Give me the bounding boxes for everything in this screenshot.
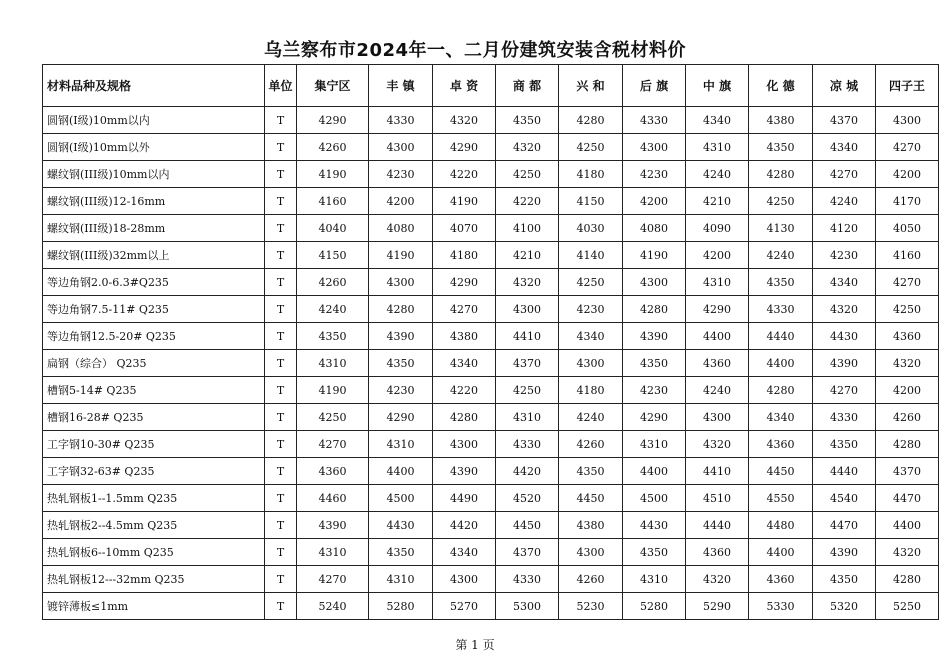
table-row bbox=[43, 539, 939, 566]
price-cell: 4280 bbox=[433, 404, 496, 431]
column-header: 中 旗 bbox=[686, 65, 749, 107]
price-cell: 4320 bbox=[813, 296, 876, 323]
price-cell: 4390 bbox=[297, 512, 369, 539]
price-cell: 4410 bbox=[686, 458, 749, 485]
price-cell: 4380 bbox=[433, 323, 496, 350]
price-cell: 4370 bbox=[813, 107, 876, 134]
price-cell: 4350 bbox=[369, 350, 433, 377]
price-cell: 4350 bbox=[496, 107, 559, 134]
material-name-cell: 扁钢（综合） Q235 bbox=[43, 350, 265, 377]
price-cell: 4320 bbox=[876, 539, 939, 566]
table-row bbox=[43, 512, 939, 539]
price-cell: 5280 bbox=[623, 593, 686, 620]
price-cell: 4300 bbox=[876, 107, 939, 134]
price-cell: 4160 bbox=[876, 242, 939, 269]
price-cell: 4360 bbox=[749, 566, 813, 593]
price-cell: 4520 bbox=[496, 485, 559, 512]
price-cell: 4470 bbox=[876, 485, 939, 512]
price-cell: 4220 bbox=[433, 377, 496, 404]
price-cell: 4390 bbox=[369, 323, 433, 350]
price-cell: 4300 bbox=[369, 134, 433, 161]
price-cell: 4350 bbox=[749, 269, 813, 296]
price-cell: 4210 bbox=[686, 188, 749, 215]
unit-cell: T bbox=[265, 161, 297, 188]
material-name-cell: 槽钢16-28# Q235 bbox=[43, 404, 265, 431]
price-cell: 4400 bbox=[369, 458, 433, 485]
price-cell: 4230 bbox=[369, 377, 433, 404]
price-cell: 4180 bbox=[559, 377, 623, 404]
unit-cell: T bbox=[265, 269, 297, 296]
price-cell: 4070 bbox=[433, 215, 496, 242]
column-header: 丰 镇 bbox=[369, 65, 433, 107]
price-cell: 4310 bbox=[297, 539, 369, 566]
price-cell: 4390 bbox=[623, 323, 686, 350]
price-cell: 4340 bbox=[433, 539, 496, 566]
price-cell: 4130 bbox=[749, 215, 813, 242]
column-header: 四子王 bbox=[876, 65, 939, 107]
price-cell: 4300 bbox=[686, 404, 749, 431]
table-row bbox=[43, 269, 939, 296]
price-cell: 4190 bbox=[369, 242, 433, 269]
column-header: 集宁区 bbox=[297, 65, 369, 107]
price-cell: 4270 bbox=[813, 377, 876, 404]
table-row bbox=[43, 350, 939, 377]
price-cell: 4040 bbox=[297, 215, 369, 242]
material-name-cell: 等边角钢7.5-11# Q235 bbox=[43, 296, 265, 323]
table-row bbox=[43, 242, 939, 269]
price-cell: 4310 bbox=[496, 404, 559, 431]
material-name-cell: 等边角钢2.0-6.3#Q235 bbox=[43, 269, 265, 296]
price-cell: 4240 bbox=[297, 296, 369, 323]
material-name-cell: 槽钢5-14# Q235 bbox=[43, 377, 265, 404]
price-cell: 4080 bbox=[623, 215, 686, 242]
price-cell: 4300 bbox=[433, 566, 496, 593]
page-title: 乌兰察布市2024年一、二月份建筑安装含税材料价 bbox=[263, 40, 687, 61]
price-cell: 4290 bbox=[369, 404, 433, 431]
price-cell: 4260 bbox=[297, 269, 369, 296]
price-cell: 4030 bbox=[559, 215, 623, 242]
price-cell: 4050 bbox=[876, 215, 939, 242]
price-cell: 4430 bbox=[623, 512, 686, 539]
unit-cell: T bbox=[265, 566, 297, 593]
price-cell: 4420 bbox=[433, 512, 496, 539]
price-cell: 4230 bbox=[813, 242, 876, 269]
column-header: 卓 资 bbox=[433, 65, 496, 107]
price-cell: 4200 bbox=[686, 242, 749, 269]
price-cell: 4250 bbox=[749, 188, 813, 215]
price-cell: 4250 bbox=[297, 404, 369, 431]
price-cell: 4370 bbox=[876, 458, 939, 485]
price-cell: 4290 bbox=[433, 269, 496, 296]
material-name-cell: 等边角钢12.5-20# Q235 bbox=[43, 323, 265, 350]
unit-cell: T bbox=[265, 242, 297, 269]
price-cell: 4340 bbox=[559, 323, 623, 350]
price-cell: 4260 bbox=[559, 566, 623, 593]
price-cell: 4370 bbox=[496, 539, 559, 566]
price-cell: 4330 bbox=[369, 107, 433, 134]
price-cell: 4470 bbox=[813, 512, 876, 539]
price-cell: 4090 bbox=[686, 215, 749, 242]
price-cell: 4200 bbox=[876, 161, 939, 188]
price-cell: 4340 bbox=[813, 134, 876, 161]
price-cell: 4310 bbox=[686, 269, 749, 296]
price-cell: 4260 bbox=[297, 134, 369, 161]
price-cell: 4190 bbox=[623, 242, 686, 269]
price-cell: 4330 bbox=[623, 107, 686, 134]
price-cell: 5230 bbox=[559, 593, 623, 620]
price-cell: 4400 bbox=[876, 512, 939, 539]
price-cell: 4170 bbox=[876, 188, 939, 215]
price-cell: 4380 bbox=[559, 512, 623, 539]
price-cell: 4330 bbox=[749, 296, 813, 323]
price-cell: 4280 bbox=[559, 107, 623, 134]
price-cell: 4490 bbox=[433, 485, 496, 512]
price-cell: 4440 bbox=[749, 323, 813, 350]
price-cell: 4250 bbox=[496, 377, 559, 404]
material-name-cell: 镀锌薄板≤1mm bbox=[43, 593, 265, 620]
price-cell: 4320 bbox=[433, 107, 496, 134]
table-row bbox=[43, 431, 939, 458]
price-cell: 4500 bbox=[623, 485, 686, 512]
price-cell: 4350 bbox=[559, 458, 623, 485]
price-cell: 4280 bbox=[369, 296, 433, 323]
price-cell: 4440 bbox=[813, 458, 876, 485]
price-cell: 4270 bbox=[876, 134, 939, 161]
price-cell: 4200 bbox=[876, 377, 939, 404]
column-header: 后 旗 bbox=[623, 65, 686, 107]
price-cell: 4240 bbox=[749, 242, 813, 269]
price-cell: 4320 bbox=[876, 350, 939, 377]
unit-cell: T bbox=[265, 485, 297, 512]
price-cell: 4330 bbox=[496, 566, 559, 593]
column-header: 材料品种及规格 bbox=[43, 65, 265, 107]
price-cell: 4100 bbox=[496, 215, 559, 242]
unit-cell: T bbox=[265, 188, 297, 215]
price-cell: 5240 bbox=[297, 593, 369, 620]
price-cell: 4340 bbox=[686, 107, 749, 134]
price-cell: 4360 bbox=[749, 431, 813, 458]
price-cell: 4270 bbox=[876, 269, 939, 296]
price-cell: 4390 bbox=[433, 458, 496, 485]
price-cell: 4300 bbox=[623, 134, 686, 161]
unit-cell: T bbox=[265, 539, 297, 566]
price-cell: 4250 bbox=[496, 161, 559, 188]
price-cell: 4400 bbox=[623, 458, 686, 485]
price-cell: 4310 bbox=[369, 431, 433, 458]
price-cell: 4320 bbox=[496, 134, 559, 161]
price-cell: 4400 bbox=[749, 539, 813, 566]
price-cell: 4280 bbox=[876, 566, 939, 593]
price-cell: 4230 bbox=[623, 377, 686, 404]
price-cell: 4280 bbox=[876, 431, 939, 458]
price-cell: 4270 bbox=[297, 566, 369, 593]
material-name-cell: 热轧钢板1--1.5mm Q235 bbox=[43, 485, 265, 512]
unit-cell: T bbox=[265, 458, 297, 485]
price-cell: 5280 bbox=[369, 593, 433, 620]
price-cell: 4180 bbox=[559, 161, 623, 188]
table-row bbox=[43, 188, 939, 215]
price-cell: 4480 bbox=[749, 512, 813, 539]
table-header bbox=[43, 65, 939, 107]
price-cell: 4320 bbox=[686, 431, 749, 458]
price-cell: 4310 bbox=[623, 431, 686, 458]
price-cell: 4340 bbox=[813, 269, 876, 296]
unit-cell: T bbox=[265, 215, 297, 242]
price-cell: 4320 bbox=[686, 566, 749, 593]
price-cell: 4290 bbox=[686, 296, 749, 323]
column-header: 商 都 bbox=[496, 65, 559, 107]
material-name-cell: 螺纹钢(III级)18-28mm bbox=[43, 215, 265, 242]
table-row bbox=[43, 296, 939, 323]
table-row bbox=[43, 377, 939, 404]
price-cell: 5250 bbox=[876, 593, 939, 620]
price-cell: 4300 bbox=[559, 539, 623, 566]
price-cell: 4310 bbox=[686, 134, 749, 161]
price-cell: 4460 bbox=[297, 485, 369, 512]
price-cell: 4280 bbox=[749, 161, 813, 188]
unit-cell: T bbox=[265, 296, 297, 323]
price-cell: 5290 bbox=[686, 593, 749, 620]
price-cell: 4200 bbox=[623, 188, 686, 215]
price-cell: 4270 bbox=[813, 161, 876, 188]
price-cell: 4140 bbox=[559, 242, 623, 269]
price-cell: 4350 bbox=[623, 539, 686, 566]
price-cell: 4360 bbox=[686, 350, 749, 377]
price-cell: 4380 bbox=[749, 107, 813, 134]
price-cell: 4220 bbox=[433, 161, 496, 188]
column-header: 凉 城 bbox=[813, 65, 876, 107]
price-cell: 5320 bbox=[813, 593, 876, 620]
price-cell: 4450 bbox=[496, 512, 559, 539]
price-cell: 5330 bbox=[749, 593, 813, 620]
table-row bbox=[43, 134, 939, 161]
price-cell: 4300 bbox=[623, 269, 686, 296]
price-cell: 4410 bbox=[496, 323, 559, 350]
price-cell: 4240 bbox=[559, 404, 623, 431]
price-cell: 4290 bbox=[297, 107, 369, 134]
price-cell: 4350 bbox=[813, 431, 876, 458]
price-cell: 4300 bbox=[496, 296, 559, 323]
price-cell: 4310 bbox=[623, 566, 686, 593]
unit-cell: T bbox=[265, 593, 297, 620]
price-cell: 4440 bbox=[686, 512, 749, 539]
price-cell: 4190 bbox=[433, 188, 496, 215]
price-cell: 4300 bbox=[559, 350, 623, 377]
price-cell: 4350 bbox=[297, 323, 369, 350]
unit-cell: T bbox=[265, 107, 297, 134]
material-name-cell: 螺纹钢(III级)10mm以内 bbox=[43, 161, 265, 188]
price-cell: 4550 bbox=[749, 485, 813, 512]
table-row bbox=[43, 485, 939, 512]
page-number: 第 1 页 bbox=[455, 638, 495, 652]
table-row bbox=[43, 404, 939, 431]
price-cell: 4500 bbox=[369, 485, 433, 512]
price-cell: 4350 bbox=[749, 134, 813, 161]
price-cell: 4400 bbox=[749, 350, 813, 377]
price-cell: 4350 bbox=[623, 350, 686, 377]
column-header: 兴 和 bbox=[559, 65, 623, 107]
price-cell: 4350 bbox=[813, 566, 876, 593]
material-name-cell: 工字钢10-30# Q235 bbox=[43, 431, 265, 458]
price-table bbox=[42, 64, 939, 620]
price-cell: 4350 bbox=[369, 539, 433, 566]
material-name-cell: 工字钢32-63# Q235 bbox=[43, 458, 265, 485]
price-cell: 4300 bbox=[369, 269, 433, 296]
price-cell: 4310 bbox=[369, 566, 433, 593]
price-cell: 4310 bbox=[297, 350, 369, 377]
price-cell: 4190 bbox=[297, 377, 369, 404]
table-row bbox=[43, 323, 939, 350]
price-cell: 4280 bbox=[623, 296, 686, 323]
price-cell: 4360 bbox=[876, 323, 939, 350]
price-cell: 4150 bbox=[297, 242, 369, 269]
price-cell: 4390 bbox=[813, 350, 876, 377]
material-name-cell: 螺纹钢(III级)32mm以上 bbox=[43, 242, 265, 269]
material-name-cell: 热轧钢板2--4.5mm Q235 bbox=[43, 512, 265, 539]
price-cell: 4200 bbox=[369, 188, 433, 215]
price-cell: 4430 bbox=[813, 323, 876, 350]
unit-cell: T bbox=[265, 350, 297, 377]
price-cell: 4250 bbox=[559, 134, 623, 161]
price-cell: 4420 bbox=[496, 458, 559, 485]
price-cell: 4540 bbox=[813, 485, 876, 512]
price-cell: 4450 bbox=[559, 485, 623, 512]
unit-cell: T bbox=[265, 323, 297, 350]
price-cell: 4230 bbox=[623, 161, 686, 188]
column-header: 化 德 bbox=[749, 65, 813, 107]
price-cell: 4510 bbox=[686, 485, 749, 512]
price-cell: 4250 bbox=[876, 296, 939, 323]
material-name-cell: 热轧钢板6--10mm Q235 bbox=[43, 539, 265, 566]
price-cell: 4280 bbox=[749, 377, 813, 404]
header-row bbox=[43, 65, 939, 107]
price-cell: 4260 bbox=[559, 431, 623, 458]
price-cell: 4330 bbox=[813, 404, 876, 431]
price-cell: 4340 bbox=[749, 404, 813, 431]
price-cell: 4120 bbox=[813, 215, 876, 242]
price-cell: 4250 bbox=[559, 269, 623, 296]
price-cell: 4210 bbox=[496, 242, 559, 269]
price-cell: 4270 bbox=[297, 431, 369, 458]
price-cell: 4230 bbox=[559, 296, 623, 323]
material-name-cell: 螺纹钢(III级)12-16mm bbox=[43, 188, 265, 215]
price-cell: 4330 bbox=[496, 431, 559, 458]
table-row bbox=[43, 458, 939, 485]
price-cell: 4240 bbox=[813, 188, 876, 215]
price-cell: 4220 bbox=[496, 188, 559, 215]
unit-cell: T bbox=[265, 404, 297, 431]
column-header: 单位 bbox=[265, 65, 297, 107]
price-cell: 4180 bbox=[433, 242, 496, 269]
price-cell: 4370 bbox=[496, 350, 559, 377]
price-cell: 4360 bbox=[686, 539, 749, 566]
price-cell: 5300 bbox=[496, 593, 559, 620]
unit-cell: T bbox=[265, 134, 297, 161]
price-cell: 4080 bbox=[369, 215, 433, 242]
price-cell: 4240 bbox=[686, 377, 749, 404]
price-cell: 4300 bbox=[433, 431, 496, 458]
unit-cell: T bbox=[265, 377, 297, 404]
price-cell: 4260 bbox=[876, 404, 939, 431]
unit-cell: T bbox=[265, 431, 297, 458]
material-name-cell: 热轧钢板12---32mm Q235 bbox=[43, 566, 265, 593]
price-cell: 5270 bbox=[433, 593, 496, 620]
price-cell: 4290 bbox=[433, 134, 496, 161]
price-cell: 4430 bbox=[369, 512, 433, 539]
price-cell: 4190 bbox=[297, 161, 369, 188]
unit-cell: T bbox=[265, 512, 297, 539]
price-cell: 4320 bbox=[496, 269, 559, 296]
table-body bbox=[43, 107, 939, 620]
price-cell: 4360 bbox=[297, 458, 369, 485]
price-cell: 4400 bbox=[686, 323, 749, 350]
price-cell: 4160 bbox=[297, 188, 369, 215]
table-row bbox=[43, 593, 939, 620]
price-cell: 4290 bbox=[623, 404, 686, 431]
price-cell: 4230 bbox=[369, 161, 433, 188]
material-name-cell: 圆钢(Ⅰ级)10mm以内 bbox=[43, 107, 265, 134]
price-cell: 4340 bbox=[433, 350, 496, 377]
price-cell: 4150 bbox=[559, 188, 623, 215]
price-cell: 4450 bbox=[749, 458, 813, 485]
table-row bbox=[43, 566, 939, 593]
table-row bbox=[43, 215, 939, 242]
price-cell: 4240 bbox=[686, 161, 749, 188]
price-cell: 4390 bbox=[813, 539, 876, 566]
material-name-cell: 圆钢(Ⅰ级)10mm以外 bbox=[43, 134, 265, 161]
price-cell: 4270 bbox=[433, 296, 496, 323]
table-row bbox=[43, 161, 939, 188]
table-row bbox=[43, 107, 939, 134]
